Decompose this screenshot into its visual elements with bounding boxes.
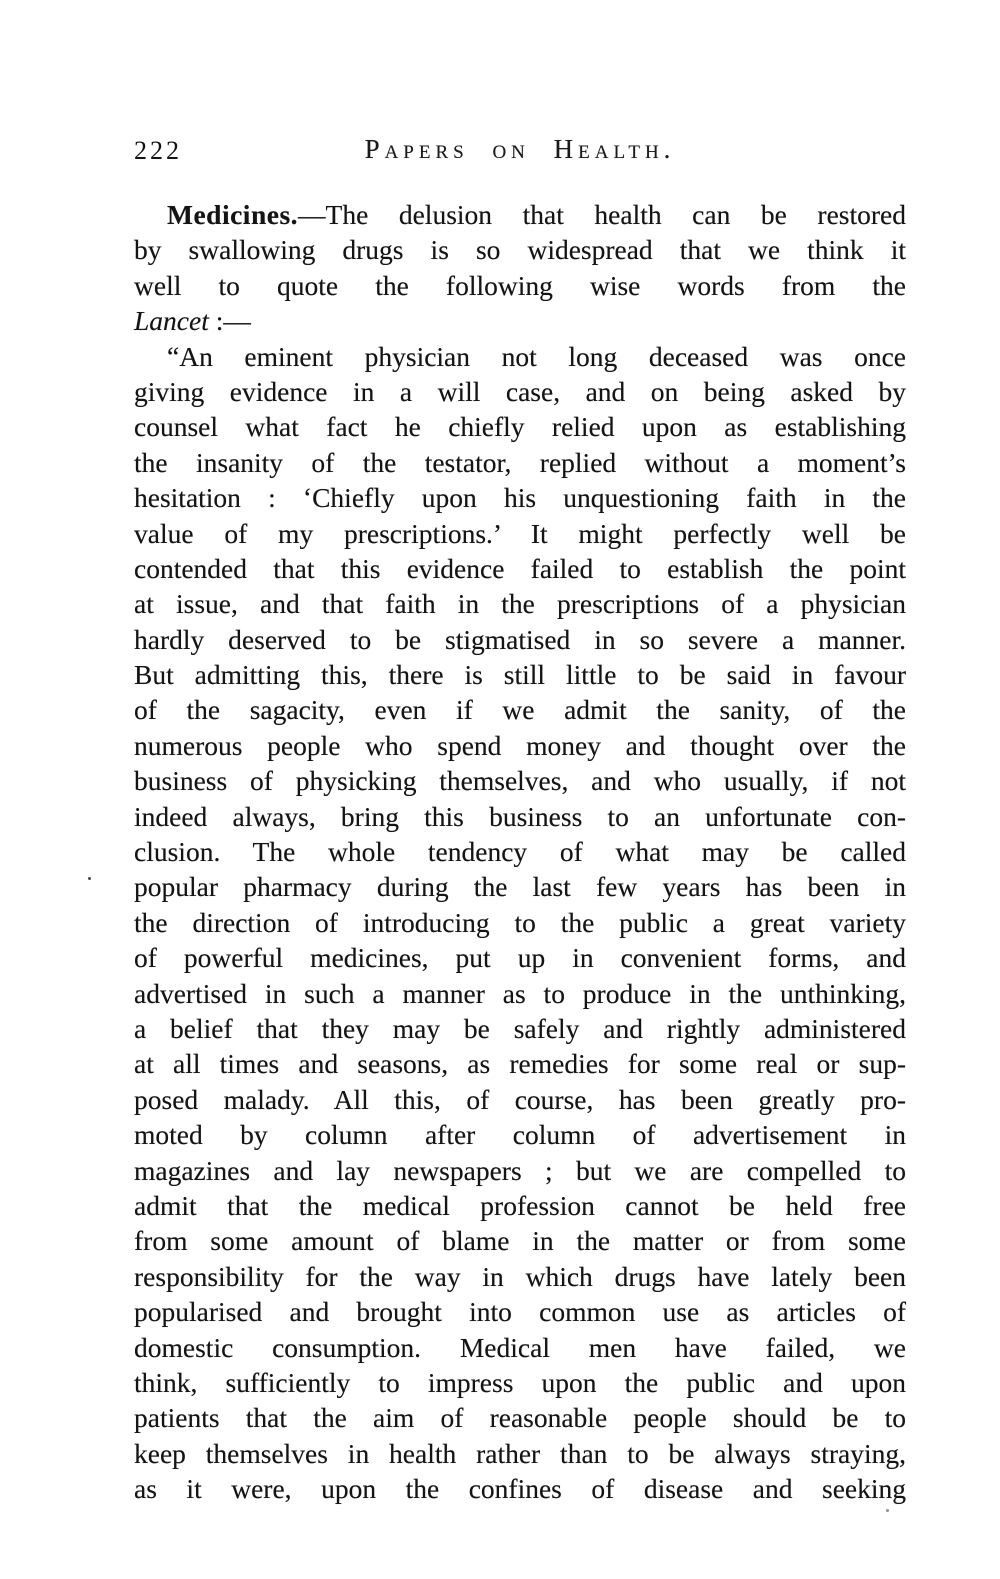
text-segment: magazines and lay newspapers ; but we are compelled to (134, 1154, 906, 1186)
text-line (134, 1436, 906, 1471)
text-line (134, 1046, 906, 1081)
scan-speck (886, 1509, 889, 1512)
text-line (134, 409, 906, 444)
text-segment: “An eminent physician not long deceased was once (167, 340, 906, 372)
text-segment: popular pharmacy during the last few years has been in (134, 871, 906, 903)
text-line (134, 303, 906, 338)
text-segment: But admitting this, there is still little to be said in favour (134, 659, 906, 691)
page-body (134, 197, 906, 1506)
text-line (134, 692, 906, 727)
text-segment: by swallowing drugs is so widespread that we think it (134, 234, 906, 266)
text-segment: posed malady. All this, of course, has been greatly pro- (134, 1083, 906, 1115)
text-line (134, 445, 906, 480)
page-number: 222 (134, 136, 182, 165)
text-segment: at all times and seasons, as remedies for some real or sup- (134, 1048, 906, 1080)
text-segment: numerous people who spend money and thought over the (134, 729, 906, 761)
text-line (134, 1365, 906, 1400)
text-segment: —The delusion that health can be restored (298, 199, 906, 230)
text-line (134, 1188, 906, 1223)
text-segment: :— (208, 305, 251, 337)
text-line (134, 1400, 906, 1435)
running-title: Papers on Health. (364, 134, 676, 164)
text-segment: popularised and brought into common use as articles of (134, 1296, 906, 1328)
text-segment-italic: Lancet (134, 305, 209, 337)
text-segment: think, sufficiently to impress upon the public and upon (134, 1366, 906, 1398)
text-line (134, 905, 906, 940)
text-segment: well to quote the following wise words from the (134, 269, 906, 301)
text-segment-bold: Medicines. (167, 199, 299, 230)
text-line (134, 374, 906, 409)
text-segment: clusion. The whole tendency of what may be called (134, 836, 906, 868)
text-segment: as it were, upon the confines of disease and seeking (134, 1473, 906, 1505)
text-line (134, 728, 906, 763)
text-segment: at issue, and that faith in the prescriptions of a physician (134, 588, 906, 620)
text-segment: keep themselves in health rather than to be always straying, (134, 1437, 906, 1469)
text-line (134, 551, 906, 586)
text-segment: of powerful medicines, put up in convenient forms, and (134, 942, 906, 974)
text-line (134, 516, 906, 551)
text-line (134, 1117, 906, 1152)
text-segment: the direction of introducing to the public a great variety (134, 906, 906, 938)
text-line (134, 1223, 906, 1258)
text-segment: counsel what fact he chiefly relied upon as establishing (134, 411, 906, 443)
text-segment: of the sagacity, even if we admit the sanity, of the (134, 694, 906, 726)
text-segment: responsibility for the way in which drugs have lately been (134, 1260, 906, 1292)
text-segment: value of my prescriptions.’ It might perfectly well be (134, 517, 906, 549)
text-line (134, 869, 906, 904)
text-segment: hesitation : ‘Chiefly upon his unquestioning faith in the (134, 482, 906, 514)
text-segment: contended that this evidence failed to establish the point (134, 552, 906, 584)
text-line (134, 1471, 906, 1506)
text-line (134, 834, 906, 869)
text-line (134, 197, 906, 232)
text-line (134, 586, 906, 621)
text-line (134, 1259, 906, 1294)
text-line (134, 763, 906, 798)
text-segment: indeed always, bring this business to an unfortunate con- (134, 800, 906, 832)
text-line (134, 622, 906, 657)
text-segment: advertised in such a manner as to produce in the unthinking, (134, 977, 906, 1009)
text-segment: a belief that they may be safely and rightly administered (134, 1012, 906, 1044)
text-line (134, 657, 906, 692)
text-segment: moted by column after column of advertisement in (134, 1119, 906, 1151)
text-segment: giving evidence in a will case, and on being asked by (134, 375, 906, 407)
text-segment: patients that the aim of reasonable people should be to (134, 1402, 906, 1434)
text-line (134, 480, 906, 515)
text-segment: business of physicking themselves, and who usually, if not (134, 765, 906, 797)
text-line (134, 339, 906, 374)
text-line (134, 232, 906, 267)
text-line (134, 1330, 906, 1365)
text-line (134, 1294, 906, 1329)
text-line (134, 268, 906, 303)
text-line (134, 1153, 906, 1188)
text-segment: admit that the medical profession cannot be held free (134, 1189, 906, 1221)
scan-speck (88, 877, 91, 880)
text-segment: domestic consumption. Medical men have failed, we (134, 1331, 906, 1363)
text-line (134, 799, 906, 834)
text-segment: the insanity of the testator, replied without a moment’s (134, 446, 906, 478)
text-line (134, 1082, 906, 1117)
page-header (134, 134, 906, 164)
text-segment: hardly deserved to be stigmatised in so severe a manner. (134, 623, 906, 655)
text-line (134, 976, 906, 1011)
text-line (134, 940, 906, 975)
text-line (134, 1011, 906, 1046)
text-segment: from some amount of blame in the matter or from some (134, 1225, 906, 1257)
